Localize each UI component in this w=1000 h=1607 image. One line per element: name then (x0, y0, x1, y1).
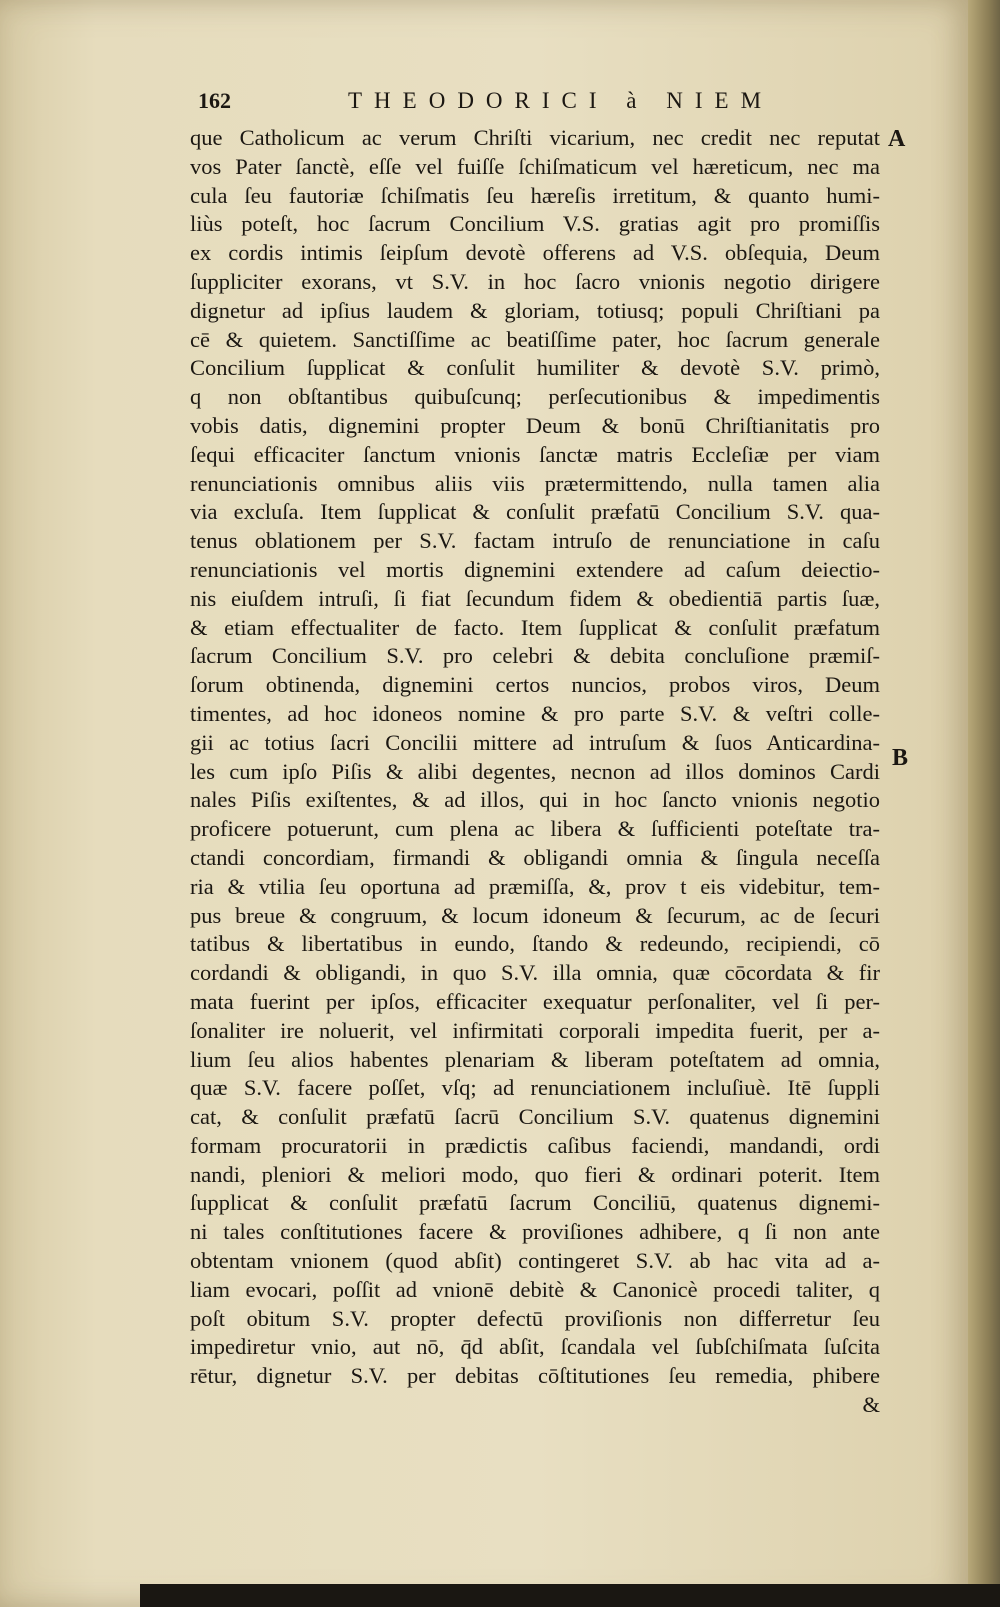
running-head: THEODORICI à NIEM (348, 88, 774, 113)
text-line: mata fuerint per ipſos, efficaciter exequatur perſonaliter, vel ſi per- (190, 988, 880, 1014)
text-line: nandi, pleniori & meliori modo, quo fieri & ordinari poterit. Item (190, 1161, 880, 1187)
text-line: ſorum obtinenda, dignemini certos nuncios, probos viros, Deum (190, 672, 880, 698)
text-line: nis eiuſdem intruſi, ſi fiat ſecundum fidem & obedientiā partis ſuæ, (190, 585, 880, 611)
text-line: rētur, dignetur S.V. per debitas cōſtitutiones ſeu remedia, phibere (190, 1363, 880, 1389)
text-line: cat, & conſulit præfatū ſacrū Concilium S.V. quatenus dignemini (190, 1104, 880, 1130)
text-line: ex cordis intimis ſeipſum devotè offerens ad V.S. obſequia, Deum (190, 240, 880, 266)
text-line: quæ S.V. facere poſſet, vſq; ad renunciationem incluſiuè. Itē ſuppli (190, 1075, 880, 1101)
text-line: proficere potuerunt, cum plena ac libera & ſufficienti poteſtate tra- (190, 816, 880, 842)
text-line: vos Pater ſanctè, eſſe vel fuiſſe ſchiſmaticum vel hæreticum, nec ma (190, 153, 880, 179)
text-line: vobis datis, dignemini propter Deum & bonū Chriſtianitatis pro (190, 412, 880, 438)
text-line: ni tales conſtitutiones facere & proviſiones adhibere, q ſi non ante (190, 1219, 880, 1245)
text-line: poſt obitum S.V. propter defectū proviſionis non differretur ſeu (190, 1305, 880, 1331)
text-line: ſacrum Concilium S.V. pro celebri & debita concluſione præmiſ- (190, 643, 880, 669)
text-block (190, 124, 880, 1420)
text-line: ſequi efficaciter ſanctum vnionis ſanctæ matris Eccleſiæ per viam (190, 441, 880, 467)
margin-letter-a: A (888, 126, 906, 152)
text-line: liùs poteſt, hoc ſacrum Concilium V.S. gratias agit pro promiſſis (190, 211, 880, 237)
text-line: cula ſeu fautoriæ ſchiſmatis ſeu hæreſis irretitum, & quanto humi- (190, 182, 880, 208)
text-line: & (862, 1392, 880, 1418)
text-line: via excluſa. Item ſupplicat & conſulit præfatū Concilium S.V. qua- (190, 499, 880, 525)
text-line: ctandi concordiam, firmandi & obligandi omnia & ſingula neceſſa (190, 844, 880, 870)
page-edge (968, 0, 1000, 1607)
text-line: renunciationis vel mortis dignemini extendere ad caſum deiectio- (190, 556, 880, 582)
bottom-shadow (140, 1584, 1000, 1607)
text-line: & etiam effectualiter de facto. Item ſupplicat & conſulit præfatum (190, 614, 880, 640)
text-line: tenus oblationem per S.V. factam intruſo de renunciatione in caſu (190, 528, 880, 554)
margin-letter-b: B (892, 745, 909, 771)
text-line: formam procuratorii in prædictis caſibus faciendi, mandandi, ordi (190, 1132, 880, 1158)
text-line: impediretur vnio, aut nō, q̄d abſit, ſcandala vel ſubſchiſmata ſuſcita (190, 1334, 880, 1360)
text-line: cordandi & obligandi, in quo S.V. illa omnia, quæ cōcordata & fir (190, 960, 880, 986)
text-line: timentes, ad hoc idoneos nomine & pro parte S.V. & veſtri colle- (190, 700, 880, 726)
text-line: que Catholicum ac verum Chriſti vicarium, nec credit nec reputat (190, 125, 880, 150)
text-line: gii ac totius ſacri Concilii mittere ad intruſum & ſuos Anticardina- (190, 729, 880, 755)
text-line: les cum ipſo Piſis & alibi degentes, necnon ad illos dominos Cardi (190, 758, 880, 784)
text-line: ſuppliciter exorans, vt S.V. in hoc ſacro vnionis negotio dirigere (190, 268, 880, 294)
text-line: Concilium ſupplicat & conſulit humiliter & devotè S.V. primò, (190, 355, 880, 381)
text-line: ſonaliter ire noluerit, vel infirmitati corporali impedita fuerit, per a- (190, 1017, 880, 1043)
page-number: 162 (198, 88, 231, 113)
text-line: nales Piſis exiſtentes, & ad illos, qui in hoc ſancto vnionis negotio (190, 787, 880, 813)
text-line: obtentam vnionem (quod abſit) contingeret S.V. ab hac vita ad a- (190, 1248, 880, 1274)
text-line: q non obſtantibus quibuſcunq; perſecutionibus & impedimentis (190, 384, 880, 410)
text-line: cē & quietem. Sanctiſſime ac beatiſſime pater, hoc ſacrum generale (190, 326, 880, 352)
text-line: tatibus & libertatibus in eundo, ſtando & redeundo, recipiendi, cō (190, 931, 880, 957)
text-line: ria & vtilia ſeu oportuna ad præmiſſa, &, prov t eis videbitur, tem- (190, 873, 880, 899)
text-line: renunciationis omnibus aliis viis prætermittendo, nulla tamen alia (190, 470, 880, 496)
text-line: lium ſeu alios habentes plenariam & liberam poteſtatem ad omnia, (190, 1046, 880, 1072)
text-line: dignetur ad ipſius laudem & gloriam, totiusq; populi Chriſtiani pa (190, 297, 880, 323)
text-line: liam evocari, poſſit ad vnionē debitè & Canonicè procedi taliter, q (190, 1276, 880, 1302)
text-line: pus breue & congruum, & locum idoneum & ſecurum, ac de ſecuri (190, 902, 880, 928)
text-line: ſupplicat & conſulit præfatū ſacrum Conciliū, quatenus dignemi- (190, 1190, 880, 1216)
